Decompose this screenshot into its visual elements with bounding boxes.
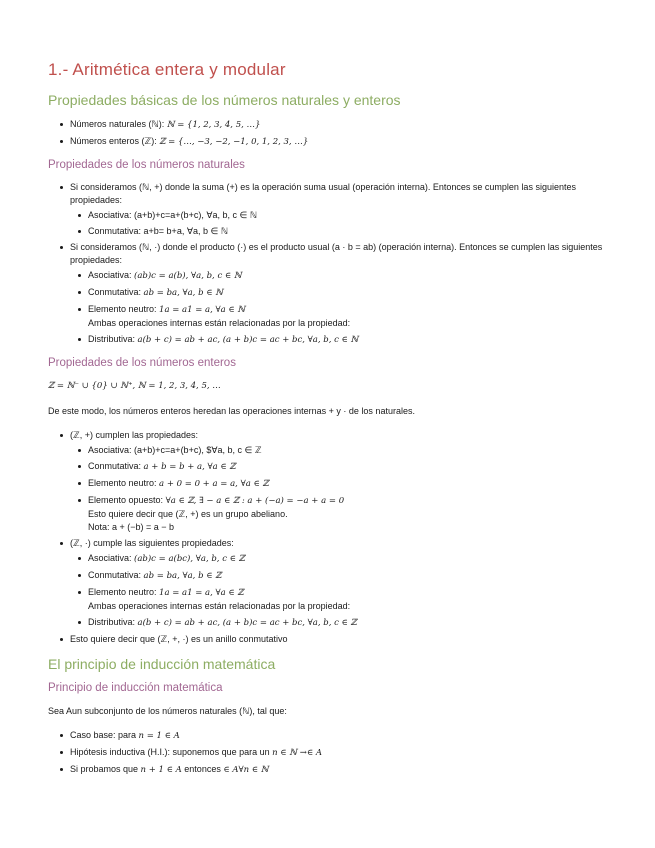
list-item: Asociativa: (ab)c = a(b), ∀a, b, c ∈ ℕ xyxy=(88,269,607,283)
list-item: Conmutativa: ab = ba, ∀a, b ∈ ℤ xyxy=(88,569,607,583)
list-item: Esto quiere decir que (ℤ, +, ·) es un anillo conmutativo xyxy=(70,633,607,646)
list-item: Elemento opuesto: ∀a ∈ ℤ, ∃ − a ∈ ℤ : a + (−a) = −a + a = 0 Esto quiere decir que (ℤ, +) es un grupo abeliano. Nota: a + (−b) = a − b xyxy=(88,494,607,534)
enteros-list xyxy=(48,429,607,646)
subsection-heading-enteros: Propiedades de los números enteros xyxy=(48,357,236,369)
list-item: Hipótesis inductiva (H.I.): suponemos que para un n ∈ ℕ →∈ A xyxy=(70,746,607,760)
nested-list xyxy=(70,209,607,238)
list-item: Conmutativa: ab = ba, ∀a, b ∈ ℕ xyxy=(88,286,607,300)
list-item: (ℤ, +) cumplen las propiedades: Asociativa: (a+b)+c=a+(b+c), $∀a, b, c ∈ ℤ Conmutativa: a + b = b + a, ∀a ∈ ℤ Elemento neutro: a + 0 = 0 + a = a, ∀a ∈ ℤ Elemento opuesto: ∀a ∈ ℤ, ∃ − a ∈ ℤ : a + (−a) = −a + a = 0 Esto quiere decir que (ℤ, +) es un grupo abeliano. Nota: a + (−b) = a − b xyxy=(70,429,607,534)
nested-list xyxy=(70,552,607,630)
section-heading-basicas: Propiedades básicas de los números naturales y enteros xyxy=(48,92,401,108)
list-item: Elemento neutro: a + 0 = 0 + a = a, ∀a ∈ ℤ xyxy=(88,477,607,491)
list-item: Números enteros (ℤ): ℤ = {…, −3, −2, −1, 0, 1, 2, 3, …} xyxy=(70,135,607,149)
naturales-list xyxy=(48,181,607,347)
list-item: Conmutativa: a + b = b + a, ∀a ∈ ℤ xyxy=(88,460,607,474)
list-item: (ℤ, ·) cumple las siguientes propiedades: Asociativa: (ab)c = a(bc), ∀a, b, c ∈ ℤ Conmutativa: ab = ba, ∀a, b ∈ ℤ Elemento neutro: 1a = a1 = a, ∀a ∈ ℤ Ambas operaciones internas están relacionadas por la propiedad: Distributiva: a(b + c) = ab + ac, (a + b)c = ac + bc, ∀a, b, c ∈ ℤ xyxy=(70,537,607,630)
list-item: Elemento neutro: 1a = a1 = a, ∀a ∈ ℕ Ambas operaciones internas están relacionadas por la propiedad: xyxy=(88,303,607,330)
list-item: Caso base: para n = 1 ∈ A xyxy=(70,729,607,743)
list-item: Asociativa: (a+b)+c=a+(b+c), $∀a, b, c ∈ ℤ xyxy=(88,444,607,457)
list-item: Números naturales (ℕ): ℕ = {1, 2, 3, 4, 5, …} xyxy=(70,118,607,132)
list-item: Asociativa: (a+b)+c=a+(b+c), ∀a, b, c ∈ ℕ xyxy=(88,209,607,222)
page-title: 1.- Aritmética entera y modular xyxy=(48,60,286,79)
list-item: Distributiva: a(b + c) = ab + ac, (a + b)c = ac + bc, ∀a, b, c ∈ ℤ xyxy=(88,616,607,630)
induccion-list xyxy=(48,729,607,777)
list-item: Asociativa: (ab)c = a(bc), ∀a, b, c ∈ ℤ xyxy=(88,552,607,566)
list-item: Si probamos que n + 1 ∈ A entonces ∈ A∀n ∈ ℕ xyxy=(70,763,607,777)
enteros-intro: De este modo, los números enteros heredan las operaciones internas + y · de los naturales. xyxy=(48,406,415,416)
section-heading-induccion: El principio de inducción matemática xyxy=(48,656,276,672)
nested-list xyxy=(70,444,607,534)
induccion-intro: Sea Aun subconjunto de los números naturales (ℕ), tal que: xyxy=(48,706,287,716)
subsection-heading-induccion: Principio de inducción matemática xyxy=(48,682,223,694)
list-item: Conmutativa: a+b= b+a, ∀a, b ∈ ℕ xyxy=(88,225,607,238)
list-item: Distributiva: a(b + c) = ab + ac, (a + b)c = ac + bc, ∀a, b, c ∈ ℕ xyxy=(88,333,607,347)
enteros-definition: ℤ = ℕ⁻ ∪ {0} ∪ ℕ⁺, ℕ = 1, 2, 3, 4, 5, … xyxy=(48,381,221,391)
list-item: Elemento neutro: 1a = a1 = a, ∀a ∈ ℤ Ambas operaciones internas están relacionadas por la propiedad: xyxy=(88,586,607,613)
list-item: Si consideramos (ℕ, ·) donde el producto (·) es el producto usual (a · b = ab) (operación interna). Entonces se cumplen las siguientes propiedades: Asociativa: (ab)c = a(b), ∀a, b, c ∈ ℕ Conmutativa: ab = ba, ∀a, b ∈ ℕ Elemento neutro: 1a = a1 = a, ∀a ∈ ℕ Ambas operaciones internas están relacionadas por la propiedad: Distributiva: a(b + c) = ab + ac, (a + b)c = ac + bc, ∀a, b, c ∈ ℕ xyxy=(70,241,607,347)
nested-list xyxy=(70,269,607,347)
basic-sets-list xyxy=(48,118,607,149)
list-item: Si consideramos (ℕ, +) donde la suma (+) es la operación suma usual (operación interna). Entonces se cumplen las siguientes propiedades: Asociativa: (a+b)+c=a+(b+c), ∀a, b, c ∈ ℕ Conmutativa: a+b= b+a, ∀a, b ∈ ℕ xyxy=(70,181,607,238)
subsection-heading-naturales: Propiedades de los números naturales xyxy=(48,159,245,171)
